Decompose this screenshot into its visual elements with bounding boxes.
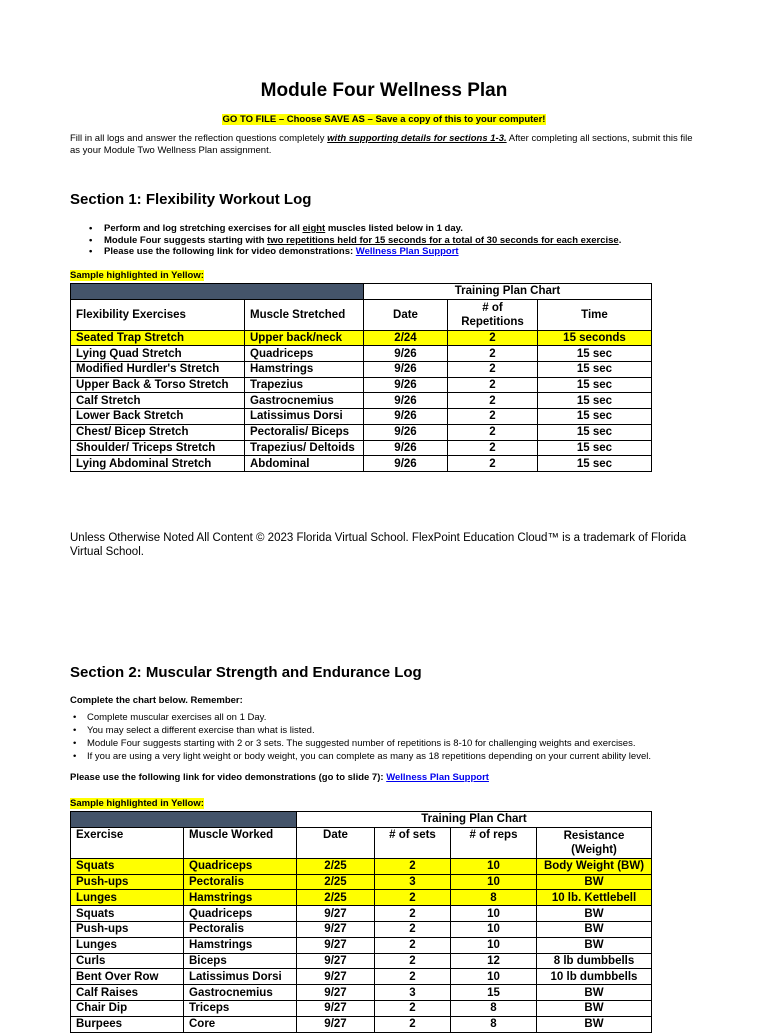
table-cell: 2 — [448, 377, 538, 393]
table-row — [71, 1000, 652, 1016]
table-cell: 2 — [375, 937, 451, 953]
table-cell: BW — [537, 985, 652, 1001]
table-cell: 9/26 — [364, 362, 448, 378]
table-cell: 2 — [448, 346, 538, 362]
chart-title-cell: Training Plan Chart — [364, 284, 652, 300]
table-cell: 2 — [375, 1016, 451, 1032]
table-banner-dark-cell — [71, 284, 364, 300]
table-banner-row — [71, 284, 652, 300]
table-header-row — [71, 827, 652, 858]
section1-bullet — [86, 246, 621, 258]
table-cell: Calf Stretch — [71, 393, 245, 409]
table-cell: Shoulder/ Triceps Stretch — [71, 440, 245, 456]
table-cell: Squats — [71, 858, 184, 874]
intro-text-after: After completing all sections, submit this file as your Module Two Wellness Plan assignment. — [70, 133, 693, 156]
table-cell: 15 sec — [538, 393, 652, 409]
table-cell: 9/27 — [297, 969, 375, 985]
table-header-row — [71, 299, 652, 330]
table-cell: 2/24 — [364, 330, 448, 346]
table-cell: 15 sec — [538, 346, 652, 362]
section2-sample-label-wrap — [70, 798, 204, 809]
section2-lead: Complete the chart below. Remember: — [70, 695, 243, 706]
table-cell: 2 — [375, 890, 451, 906]
section1-bullet — [86, 223, 621, 235]
table-cell: 10 — [451, 906, 537, 922]
bullet-text: Module Four suggests starting with — [104, 234, 268, 246]
wellness-plan-support-link[interactable]: Wellness Plan Support — [355, 246, 459, 258]
section2-link-line — [70, 772, 489, 783]
table-cell: 10 lb dumbbells — [537, 969, 652, 985]
table-cell: Latissimus Dorsi — [245, 409, 364, 425]
table-cell: 9/27 — [297, 906, 375, 922]
table-cell: Abdominal — [245, 456, 364, 472]
bullet-underlined: eight — [302, 223, 326, 234]
save-instruction-banner — [0, 109, 768, 127]
table-cell: BW — [537, 937, 652, 953]
table-cell: Bent Over Row — [71, 969, 184, 985]
table-cell: Latissimus Dorsi — [184, 969, 297, 985]
header-cell: Time — [538, 299, 652, 330]
section2-bullet-list — [70, 711, 651, 763]
table-cell: Trapezius/ Deltoids — [245, 440, 364, 456]
table-cell: 9/27 — [297, 921, 375, 937]
table-cell: 15 sec — [538, 424, 652, 440]
table-cell: Curls — [71, 953, 184, 969]
save-instruction-text: GO TO FILE – Choose SAVE AS – Save a copy of this to your computer! — [222, 114, 546, 125]
table-cell: 2 — [448, 424, 538, 440]
table-cell: Calf Raises — [71, 985, 184, 1001]
table-cell: 9/27 — [297, 953, 375, 969]
table-cell: Push-ups — [71, 921, 184, 937]
table-cell: Upper Back & Torso Stretch — [71, 377, 245, 393]
table-row — [71, 424, 652, 440]
table-row — [71, 985, 652, 1001]
table-cell: Lying Abdominal Stretch — [71, 456, 245, 472]
strength-log-body — [71, 858, 652, 1032]
chart-title-cell: Training Plan Chart — [297, 812, 652, 828]
table-cell: 9/26 — [364, 424, 448, 440]
table-cell: Quadriceps — [184, 858, 297, 874]
intro-text-before: Fill in all logs and answer the reflection questions completely — [70, 133, 328, 144]
table-cell: 9/27 — [297, 937, 375, 953]
header-cell: # of Repetitions — [448, 299, 538, 330]
section2-title: Section 2: Muscular Strength and Endurance Log — [70, 664, 422, 681]
table-cell: 9/26 — [364, 409, 448, 425]
header-cell: Date — [364, 299, 448, 330]
table-row — [71, 858, 652, 874]
table-cell: 9/26 — [364, 346, 448, 362]
header-cell: Muscle Worked — [184, 827, 297, 858]
bullet-text: . — [618, 234, 622, 246]
bullet-text: muscles listed below in 1 day. — [325, 223, 463, 234]
table-cell: 3 — [375, 985, 451, 1001]
header-cell: Resistance (Weight) — [537, 827, 652, 858]
table-cell: Biceps — [184, 953, 297, 969]
table-cell: Burpees — [71, 1016, 184, 1032]
section1-sample-label: Sample highlighted in Yellow: — [70, 270, 204, 281]
table-cell: Triceps — [184, 1000, 297, 1016]
intro-paragraph — [70, 133, 700, 157]
table-cell: BW — [537, 874, 652, 890]
table-cell: Gastrocnemius — [245, 393, 364, 409]
table-cell: 15 seconds — [538, 330, 652, 346]
table-cell: 2 — [375, 1000, 451, 1016]
section2-sample-label: Sample highlighted in Yellow: — [70, 798, 204, 809]
copyright-footer: Unless Otherwise Noted All Content © 2023 Florida Virtual School. FlexPoint Education Cloud™ is a trademark of Florida Virtual School. — [70, 532, 687, 558]
table-cell: 10 — [451, 969, 537, 985]
table-cell: Hamstrings — [184, 937, 297, 953]
table-row — [71, 890, 652, 906]
table-cell: Lunges — [71, 890, 184, 906]
header-cell: # of reps — [451, 827, 537, 858]
table-cell: Squats — [71, 906, 184, 922]
table-cell: 9/27 — [297, 1016, 375, 1032]
table-cell: 2 — [448, 330, 538, 346]
table-cell: Modified Hurdler's Stretch — [71, 362, 245, 378]
table-cell: BW — [537, 906, 652, 922]
table-cell: 3 — [375, 874, 451, 890]
table-row — [71, 921, 652, 937]
table-cell: 8 — [451, 1000, 537, 1016]
table-cell: 2/25 — [297, 858, 375, 874]
table-cell: Pectoralis — [184, 874, 297, 890]
section2-bullet: • If you are using a very light weight or body weight, you can complete as many as 18 repetitions depending on your current ability level. — [70, 750, 651, 763]
table-cell: Quadriceps — [245, 346, 364, 362]
table-row — [71, 346, 652, 362]
table-cell: 10 — [451, 937, 537, 953]
table-row — [71, 937, 652, 953]
wellness-plan-support-link-2[interactable]: Wellness Plan Support — [386, 772, 489, 783]
table-cell: Pectoralis — [184, 921, 297, 937]
table-row — [71, 456, 652, 472]
table-cell: 9/27 — [297, 1000, 375, 1016]
table-row — [71, 953, 652, 969]
bullet-text: Please use the following link for video demonstrations: — [104, 246, 356, 258]
table-cell: 10 — [451, 874, 537, 890]
table-cell: 9/27 — [297, 985, 375, 1001]
table-cell: 10 lb. Kettlebell — [537, 890, 652, 906]
section2-bullet: • Module Four suggests starting with 2 or 3 sets. The suggested number of repetitions is 8-10 for challenging weights and exercises. — [70, 737, 651, 750]
table-cell: 2 — [448, 456, 538, 472]
table-cell: 15 sec — [538, 440, 652, 456]
table-row — [71, 409, 652, 425]
table-cell: BW — [537, 1016, 652, 1032]
table-cell: Lunges — [71, 937, 184, 953]
table-cell: Quadriceps — [184, 906, 297, 922]
table-cell: 2 — [375, 858, 451, 874]
table-cell: 2 — [448, 393, 538, 409]
table-cell: 8 — [451, 890, 537, 906]
table-cell: Lower Back Stretch — [71, 409, 245, 425]
table-cell: 2 — [375, 953, 451, 969]
page-title: Module Four Wellness Plan — [260, 80, 508, 101]
table-cell: BW — [537, 921, 652, 937]
table-cell: Trapezius — [245, 377, 364, 393]
table-cell: Chair Dip — [71, 1000, 184, 1016]
section2-link-text: Please use the following link for video demonstrations (go to slide 7): — [70, 772, 387, 783]
flexibility-log-body — [71, 330, 652, 471]
table-row — [71, 906, 652, 922]
table-cell: 15 — [451, 985, 537, 1001]
table-cell: 2 — [448, 409, 538, 425]
table-cell: Upper back/neck — [245, 330, 364, 346]
table-row — [71, 874, 652, 890]
table-cell: Gastrocnemius — [184, 985, 297, 1001]
table-cell: 9/26 — [364, 393, 448, 409]
table-cell: 9/26 — [364, 456, 448, 472]
table-cell: 15 sec — [538, 409, 652, 425]
table-cell: Push-ups — [71, 874, 184, 890]
table-row — [71, 362, 652, 378]
table-row — [71, 330, 652, 346]
section1-sample-label-wrap — [70, 270, 204, 281]
table-cell: 9/26 — [364, 440, 448, 456]
table-cell: 15 sec — [538, 456, 652, 472]
table-cell: Chest/ Bicep Stretch — [71, 424, 245, 440]
table-cell: Core — [184, 1016, 297, 1032]
header-cell: Date — [297, 827, 375, 858]
section2-bullet: • Complete muscular exercises all on 1 Day. — [70, 711, 651, 724]
table-cell: 2/25 — [297, 874, 375, 890]
table-cell: 15 sec — [538, 362, 652, 378]
table-banner-row — [71, 812, 652, 828]
table-row — [71, 377, 652, 393]
header-cell: Exercise — [71, 827, 184, 858]
table-cell: Lying Quad Stretch — [71, 346, 245, 362]
table-cell: 12 — [451, 953, 537, 969]
table-cell: Seated Trap Stretch — [71, 330, 245, 346]
table-cell: Hamstrings — [184, 890, 297, 906]
bullet-underlined: two repetitions held for 15 seconds for a total of 30 seconds for each exercise — [267, 234, 619, 246]
table-cell: Hamstrings — [245, 362, 364, 378]
table-cell: Body Weight (BW) — [537, 858, 652, 874]
table-row — [71, 440, 652, 456]
table-cell: 15 sec — [538, 377, 652, 393]
table-cell: 9/26 — [364, 377, 448, 393]
table-cell: 10 — [451, 921, 537, 937]
section1-bullet-list — [86, 223, 621, 258]
table-cell: 8 lb dumbbells — [537, 953, 652, 969]
table-cell: 2/25 — [297, 890, 375, 906]
table-cell: Pectoralis/ Biceps — [245, 424, 364, 440]
table-row — [71, 393, 652, 409]
table-cell: 2 — [375, 906, 451, 922]
header-cell: Muscle Stretched — [245, 299, 364, 330]
table-banner-dark-cell — [71, 812, 297, 828]
table-cell: BW — [537, 1000, 652, 1016]
header-cell: Flexibility Exercises — [71, 299, 245, 330]
bullet-text: Perform and log stretching exercises for all — [104, 223, 303, 234]
header-cell: # of sets — [375, 827, 451, 858]
section2-bullet: • You may select a different exercise than what is listed. — [70, 724, 651, 737]
table-cell: 2 — [375, 921, 451, 937]
table-cell: 8 — [451, 1016, 537, 1032]
section1-title: Section 1: Flexibility Workout Log — [70, 191, 312, 208]
flexibility-log-table — [70, 283, 652, 472]
table-row — [71, 1016, 652, 1032]
intro-emphasis: with supporting details for sections 1-3. — [327, 133, 507, 144]
table-cell: 2 — [448, 440, 538, 456]
table-cell: 10 — [451, 858, 537, 874]
table-row — [71, 969, 652, 985]
table-cell: 2 — [375, 969, 451, 985]
strength-log-table — [70, 811, 652, 1033]
section1-bullet — [86, 235, 621, 247]
table-cell: 2 — [448, 362, 538, 378]
